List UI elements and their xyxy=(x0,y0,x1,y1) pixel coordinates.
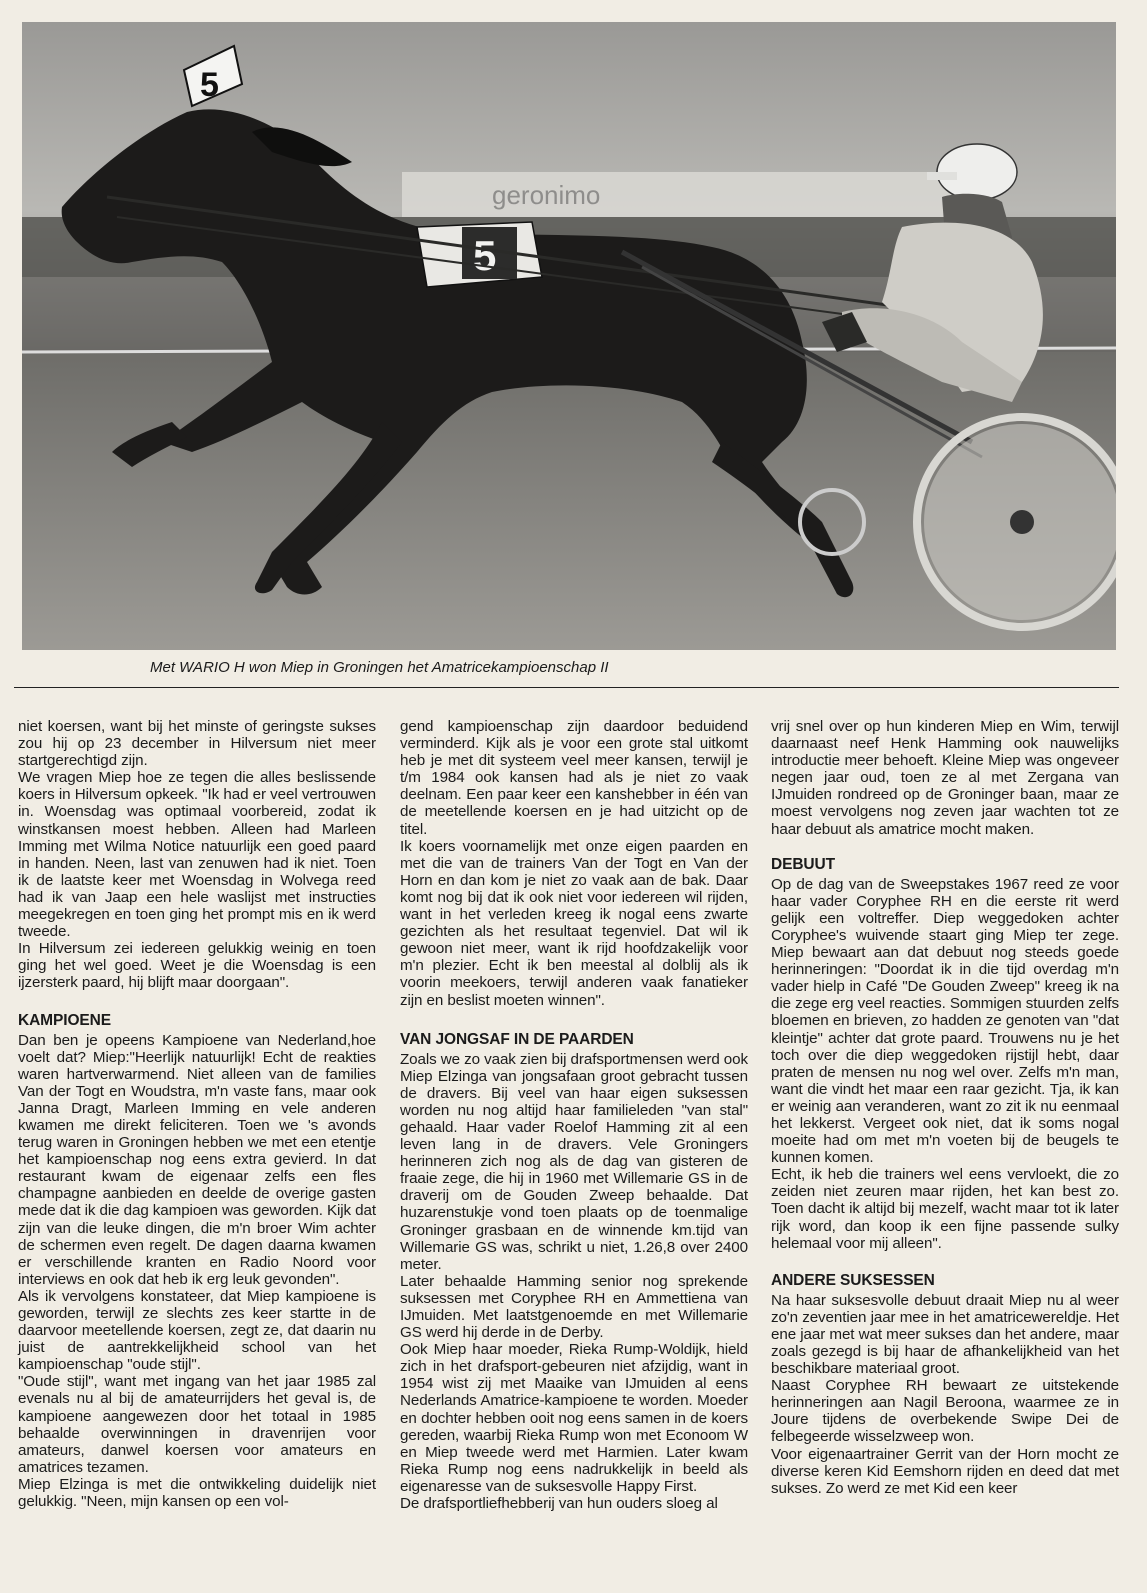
paragraph: We vragen Miep hoe ze tegen die alles beslissende koers in Hilversum opkeek. "Ik had er veel vertrouwen in. Woensdag was optimaal voorbereid, zodat ik winstkansen moest hebben. Alleen had Marleen Imming met Wilma Notice natuurlijk een goed paard in handen. Neen, last van zenuwen had ik niet. Toen ik de laatste keer met Woensdag in Wolvega reed had ik van Jaap een hele waslijst met instructies meegekregen en toen ging het prompt mis en ik werd tweede. xyxy=(18,769,376,941)
section-heading-van-jongsaf: VAN JONGSAF IN DE PAARDEN xyxy=(400,1030,634,1048)
divider-rule xyxy=(14,687,1119,688)
column-1 xyxy=(18,718,376,1510)
column-3 xyxy=(771,718,1119,1497)
paragraph: Echt, ik heb die trainers wel eens vervloekt, die zo zeiden niet zeuren maar rijden, het kan best zo. Toen dacht ik altijd bij mezelf, wacht maar tot ik later rijk word, dan koop ik een fijne passende sulky helemaal voor mij alleen". xyxy=(771,1166,1119,1252)
paragraph: "Oude stijl", want met ingang van het jaar 1985 zal evenals nu al bij de amateurrijders het geval is, de kampioene aangewezen door het totaal in 1985 behaalde overwinningen in dravenrijen voor amateurs, danwel koersen voor amateurs en amatrices tezamen. xyxy=(18,1373,376,1476)
paragraph: Dan ben je opeens Kampioene van Nederland,hoe voelt dat? Miep:"Heerlijk natuurlijk! Echt de reakties waren hartverwarmend. Niet alleen van de families Van der Togt en Woudstra, m'n vaste fans, maar ook Janna Dragt, Marleen Imming en vele anderen kwamen me direkt feliciteren. Toen we 's avonds terug waren in Groningen hebben we met een etentje het kampioenschap nog eens extra gevierd. In dat restaurant kwam de eigenaar zelfs een fles champagne aanbieden en deelde de overige gasten mede dat ik die dag kampioen was geworden. Kijk dat zijn van die leuke dingen, die m'n broer Wim achter de schermen even regelt. De dagen daarna kwamen er verschillende kranten en Radio Noord voor interviews en ook dat heb ik erg leuk gevonden". xyxy=(18,1031,376,1288)
column-2 xyxy=(400,718,748,1512)
section-heading-kampioene: KAMPIOENE xyxy=(18,1011,111,1029)
number-sign-text: 5 xyxy=(200,66,219,104)
paragraph: Zoals we zo vaak zien bij drafsportmensen werd ook Miep Elzinga van jongsafaan groot gebracht tussen de dravers. Bij veel van haar eigen suksessen worden nu nog altijd haar familieleden "van stal" gehaald. Haar vader Roelof Hamming zit al een leven lang in de dravers. Vele Groningers herinneren zich nog als de dag van gisteren de fraaie zege, die hij in 1960 met Willemarie GS in de draverij om de Gouden Zweep behaalde. Dat huzarenstukje vond toen plaats op de toenmalige Groninger grasbaan en de winnende km.tijd van Willemarie GS was, schrikt u niet, 1.26,8 over 2400 meter. xyxy=(400,1050,748,1273)
paragraph: Als ik vervolgens konstateer, dat Miep kampioene is geworden, terwijl ze slechts zes keer startte in de daarvoor meetellende koersen, zegt ze, dat daarin nu juist de aantrekkelijkheid school van het kampioenschap "oude stijl". xyxy=(18,1287,376,1374)
paragraph: Miep Elzinga is met die ontwikkeling duidelijk niet gelukkig. "Neen, mijn kansen op een vol- xyxy=(18,1475,376,1511)
banner-text: geronimo xyxy=(492,180,601,210)
paragraph: In Hilversum zei iedereen gelukkig weinig en toen ging het wel goed. Weet je die Woensdag is een ijzersterk paard, hij blijft maar doorgaan". xyxy=(18,940,376,992)
paragraph: De drafsportliefhebberij van hun ouders sloeg al xyxy=(400,1495,718,1513)
paragraph: vrij snel over op hun kinderen Miep en Wim, terwijl daarnaast neef Henk Hamming ook nauwelijks introductie meer behoeft. Kleine Miep was ongeveer negen jaar oud, toen ze al met Zergana van IJmuiden rondreed op de Groninger baan, maar ze moest vervolgens nog zeven jaar wachten tot ze haar debuut als amatrice mocht maken. xyxy=(771,718,1119,838)
paragraph: Voor eigenaartrainer Gerrit van der Horn mocht ze diverse keren Kid Eemshorn rijden en deed dat met sukses. Zo werd ze met Kid een keer xyxy=(771,1445,1119,1497)
paragraph: Later behaalde Hamming senior nog sprekende suksessen met Coryphee RH en Ammettiena van IJmuiden. Met laatstgenoemde en met Willemarie GS werd hij derde in de Derby. xyxy=(400,1272,748,1342)
paragraph: Na haar suksesvolle debuut draait Miep nu al weer zo'n zeventien jaar mee in het amatricewereldje. Het ene jaar met wat meer sukses dan het andere, maar zoals gezegd is bij haar de afhankelijkheid van het beschikbare materiaal groot. xyxy=(771,1291,1119,1378)
paragraph: niet koersen, want bij het minste of geringste sukses zou hij op 23 december in Hilversum niet meer startgerechtigd zijn. xyxy=(18,718,376,770)
section-heading-debuut: DEBUUT xyxy=(771,855,835,873)
race-photo xyxy=(22,22,1116,650)
paragraph: Ik koers voornamelijk met onze eigen paarden en met die van de trainers Van der Togt en Van der Horn en dan kom je niet zo vaak aan de bak. Daar komt nog bij dat ik ook niet voor iedereen wil rijden, want in het verleden kreeg ik nogal eens zwarte gezichten als het resultaat tegenviel. Dat wil ik gewoon niet meer, want ik rijd hoofdzakelijk voor m'n plezier. Echt ik ben meestal al dolblij als ik voorin meekoers, terwijl anderen vaak fanatieker zijn en beslist moeten winnen". xyxy=(400,837,748,1009)
paragraph: Op de dag van de Sweepstakes 1967 reed ze voor haar vader Coryphee RH en die eerste rit werd gelijk een voltreffer. Diep weggedoken achter Coryphee's wuivende staart ging Miep ter zege. Miep bewaart aan dat debuut nog steeds goede herinneringen: "Doordat ik in die tijd overdag m'n vader hielp in Café "De Gouden Zweep" kreeg ik na die zege erg veel reacties. Sommigen stuurden zelfs bloemen en brieven, zo hadden ze genoten van "dat kleintje" achter dat grote paard. Trouwens nu je het toch over die diep weggedoken rijstijl hebt, daar praten de mensen nu nog wel over. Zelfs m'n man, want die vindt het maar een raar gezicht. Tja, ik kan er weinig aan veranderen, want zo zit ik nu eenmaal het lekkerst. Vergeet ook niet, dat ik soms nogal moeite had om met m'n voeten bij de beugels te kunnen komen. xyxy=(771,875,1119,1167)
photo-caption: Met WARIO H won Miep in Groningen het Amatricekampioenschap II xyxy=(150,659,609,676)
paragraph: gend kampioenschap zijn daardoor beduidend verminderd. Kijk als je voor een grote stal uitkomt heb je met dit systeem veel meer kansen, terwijl je t/m 1984 ook kansen had als je niet zo vaak deelnam. Een paar keer een kanshebber in één van de meetellende koersen en je had uitzicht op de titel. xyxy=(400,718,748,838)
paragraph: Ook Miep haar moeder, Rieka Rump-Woldijk, hield zich in het drafsport-gebeuren niet afzijdig, want in 1954 wist zij met Maaike van IJmuiden al eens Nederlands Amatrice-kampioene te worden. Moeder en dochter hebben ooit nog eens samen in de koers gereden, waarbij Rieka Rump won met Econoom W en Miep tweede werd met Harmien. Later kwam Rieka Rump nog eens nadrukkelijk in beeld als eigenaresse van de suksesvolle Happy First. xyxy=(400,1341,748,1495)
saddle-number-text: 5 xyxy=(473,232,497,279)
section-heading-andere-suksessen: ANDERE SUKSESSEN xyxy=(771,1271,935,1289)
paragraph: Naast Coryphee RH bewaart ze uitstekende herinneringen aan Nagil Beroona, waarmee ze in Joure tijdens de overbekende Swipe Dei de felbegeerde wisselzweep won. xyxy=(771,1377,1119,1446)
